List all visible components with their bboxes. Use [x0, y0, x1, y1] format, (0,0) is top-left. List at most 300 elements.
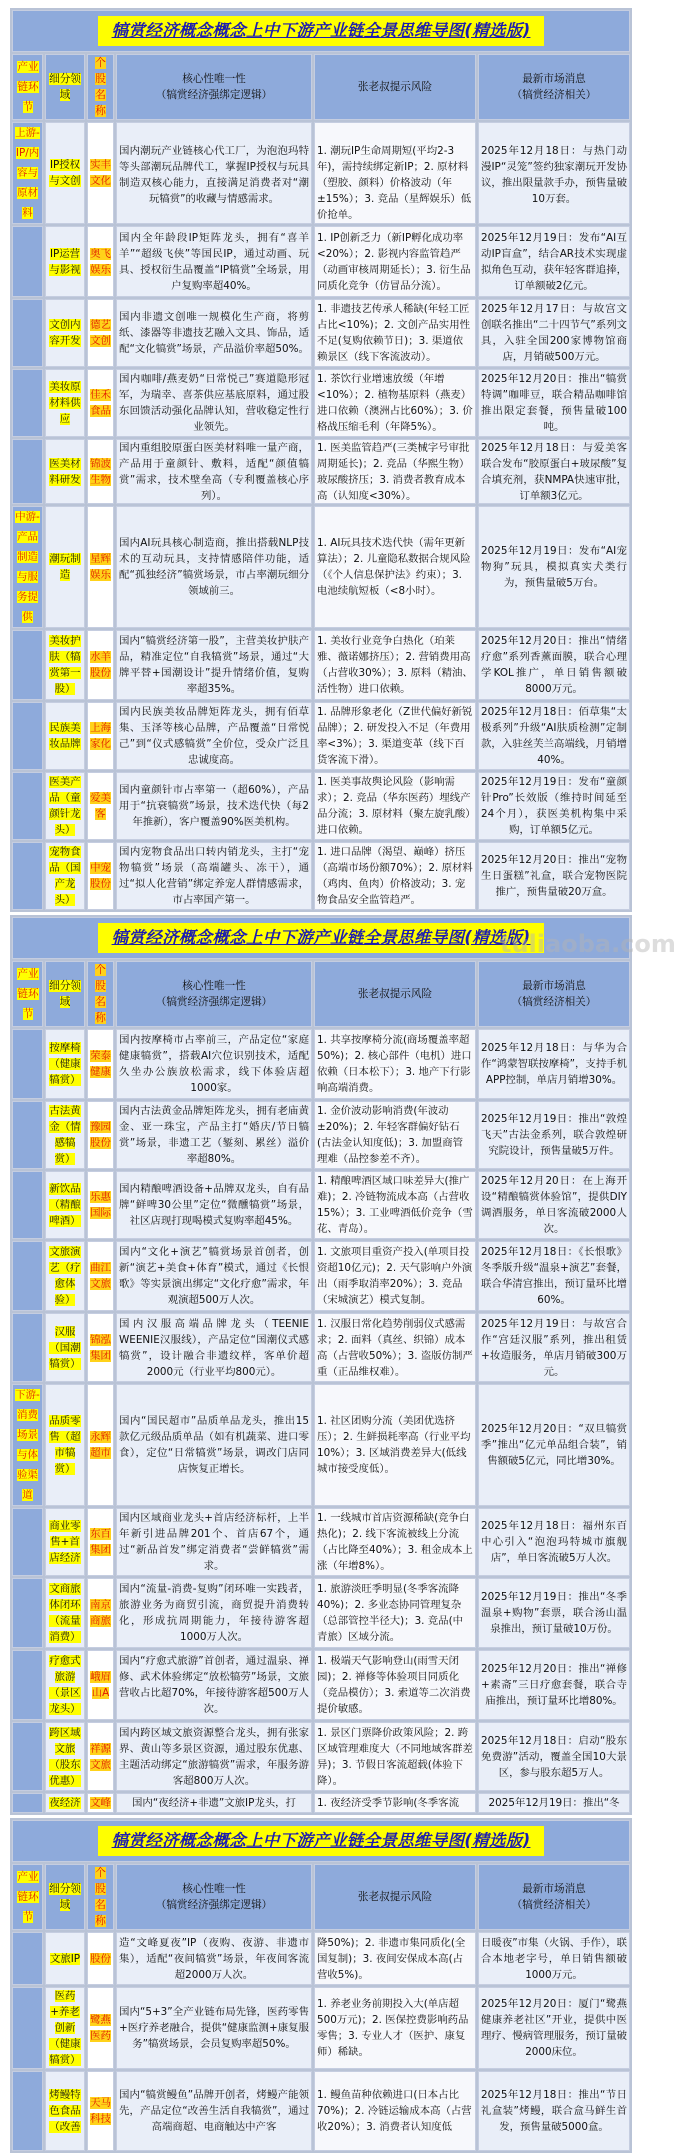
header-risk	[314, 1864, 476, 1930]
core-text: 国内重组胶原蛋白医美材料唯一量产商，产品用于童颜针、敷料，适配“颜值犒赏”需求，技术壁垒高（专利覆盖核心序列）。	[119, 442, 309, 502]
header-chain	[12, 961, 43, 1027]
news-text: 2025年12月18日：与华为合作“鸿蒙智联按摩椅”，支持手机APP控制，单店月销增30%。	[481, 1042, 628, 1086]
stock-name: 上海家化	[90, 722, 111, 750]
core-text: 国内古法黄金品牌矩阵龙头，拥有老庙黄金、亚一珠宝，产品主打“婚庆/节日犒赏”场景，非遗工艺（錾刻、累丝）溢价率超80%。	[119, 1105, 309, 1165]
news-text: 2025年12月18日：与爱美客联合发布“胶原蛋白+玻尿酸”复合填充剂，获NMPA快速审批，订单额3亿元。	[481, 442, 628, 502]
stock-cell	[87, 1313, 114, 1382]
core-cell	[116, 1508, 312, 1576]
news-text: 2025年12月18日：福州东百中心引入“泡泡玛特城市旗舰店”，单日客流破5万人次。	[481, 1520, 628, 1564]
title-row	[12, 1820, 630, 1862]
core-cell	[116, 702, 312, 770]
segment-cell	[45, 1313, 85, 1382]
table-row	[12, 702, 630, 770]
page-title: 犒赏经济概念概念上中下游产业链全景思维导图(精选版)	[98, 923, 545, 953]
stock-name: 锦波生物	[90, 457, 111, 486]
chain-cell	[12, 1313, 43, 1382]
news-text: 2025年12月19日：发布“AI互动IP盲盒”，结合AR技术实现虚拟角色互动，获年轻客群追捧，订单额破2亿元。	[481, 231, 628, 292]
core-text: 国内AI玩具核心制造商，推出搭载NLP技术的互动玩具，支持情感陪伴功能，适配“孤独经济”犒赏场景，市占率潮玩细分领域前三。	[119, 537, 309, 597]
news-cell	[478, 1793, 630, 1813]
core-text: 国内咖啡/燕麦奶“日常悦己”赛道隐形冠军，为瑞幸、喜茶供应基底原料，通过股东回馈活动强化品牌认知，营收稳定性行业领先。	[119, 373, 309, 433]
stock-name: 鹭燕医药	[90, 2014, 111, 2042]
risk-text: 1. 潮玩IP生命周期短(平均2-3年)，需持续绑定新IP；2. 原材料（塑胶、颜料）价格波动（年±15%）；3. 竞品（星辉娱乐）低价抢单。	[317, 145, 472, 221]
news-text: 2025年12月19日：与故宫合作“宫廷汉服”系列，推出租赁+妆造服务，单店月销破300万元。	[481, 1317, 628, 1378]
segment-label: 古法黄金（情感犒赏）	[49, 1105, 81, 1165]
risk-text: 1. IP创新乏力（新IP孵化成功率<20%）；2. 影视内容监管趋严（动画审核周期延长）；3. 衍生品同质化竞争（仿冒品分流）。	[317, 231, 471, 292]
segment-cell	[45, 369, 85, 437]
chain-cell	[12, 226, 43, 297]
risk-cell	[314, 1932, 476, 1985]
stock-cell	[87, 1578, 114, 1648]
risk-text: 1. AI玩具技术迭代快（需年更新算法）；2. 儿童隐私数据合规风险（《个人信息保护法》约束）；3. 电池续航短板（<8小时）。	[317, 537, 471, 597]
chain-label	[15, 507, 41, 627]
news-text: 2025年12月18日：启动“股东免费游”活动，覆盖全国10大景区，参与股东超5万人。	[481, 1734, 628, 1779]
core-text: 国内民族美妆品牌矩阵龙头，拥有佰草集、玉泽等核心品牌，产品覆盖“日常悦己”到“仪式感犒赏”全价位，受众广泛且忠诚度高。	[119, 706, 309, 766]
title-row	[12, 10, 630, 52]
header-core	[116, 54, 312, 120]
news-text: 2025年12月19日：发布“童颜针Pro”长效版（维持时间延至24个月），获医美机构集中采购，订单额5亿元。	[481, 776, 628, 836]
stock-name: 实丰文化	[90, 159, 111, 187]
stock-cell	[87, 1029, 114, 1099]
header-news-text: 最新市场消息	[522, 980, 586, 992]
segment-cell	[45, 1508, 85, 1576]
news-text: 2025年12月20日：“双旦犒赏季”推出“亿元单品组合装”，销售额破5亿元，同比增30%。	[481, 1423, 628, 1467]
risk-text: 1. 极端天气影响登山(雨雪天闭园)；2. 禅修等体验项目同质化（竞品模仿）；3. 索道等二次消费提价敏感。	[317, 1655, 471, 1715]
segment-cell	[45, 1171, 85, 1239]
stock-cell	[87, 439, 114, 504]
header-row	[12, 1864, 630, 1930]
news-text: 2025年12月18日：佰草集“太极系列”升级“AI肤质检测”定制款，入驻丝芙兰高端线，月销增40%。	[481, 706, 628, 766]
news-text: 2025年12月18日：推出“节日礼盒装”烤鳗，联合盒马鲜生首发，预售量破5000盒。	[481, 2089, 628, 2133]
header-risk-text: 张老叔提示风险	[357, 988, 433, 1000]
risk-text: 1. 非遗技艺传承人稀缺(年轻工匠占比<10%)；2. 文创产品实用性不足(复购依赖节日)；3. 渠道依赖景区（线下客流波动）。	[317, 303, 470, 363]
chain-cell	[12, 842, 43, 910]
news-text: 2025年12月20日：在上海开设“精酿犒赏体验馆”，提供DIY调酒服务，单日客流破2000人次。	[481, 1175, 628, 1235]
header-core-sub: （犒赏经济强绑定逻辑）	[155, 89, 273, 101]
core-text: 国内非遗文创唯一规模化生产商，将剪纸、漆器等非遗技艺融入文具、饰品，适配“文化犒赏”场景，产品溢价率超50%。	[119, 311, 309, 355]
stock-name: 水羊股份	[90, 651, 111, 679]
news-cell	[478, 772, 630, 840]
risk-text: 1. 一线城市首店资源稀缺(竞争白热化)；2. 线下客流被线上分流（占比降至40%）；3. 租金成本上涨（年增8%）。	[317, 1512, 473, 1572]
segment-cell	[45, 1793, 85, 1813]
stock-name: 东百集团	[90, 1528, 111, 1556]
segment-label: 疗愈式旅游（景区龙头）	[49, 1655, 81, 1715]
core-cell	[116, 1384, 312, 1506]
risk-cell	[314, 506, 476, 628]
news-cell	[478, 1384, 630, 1506]
header-chain-text: 产业链环节	[17, 61, 39, 113]
risk-cell	[314, 1171, 476, 1239]
stock-name: 曲江文旅	[90, 1262, 111, 1290]
risk-cell	[314, 1722, 476, 1791]
chain-cell	[12, 772, 43, 840]
header-core	[116, 961, 312, 1027]
chain-cell	[12, 1101, 43, 1169]
table-row	[12, 1508, 630, 1576]
core-text: 国内跨区域文旅资源整合龙头，拥有张家界、黄山等多景区资源，通过股东优惠、主题活动绑定“旅游犒赏”需求，年服务游客超800万人次。	[119, 1726, 309, 1787]
core-cell	[116, 226, 312, 297]
segment-cell	[45, 1384, 85, 1506]
risk-text: 1. 医美事故舆论风险（影响需求）；2. 竞品（华东医药）埋线产品分流；3. 原材料（聚左旋乳酸）进口依赖。	[317, 776, 471, 836]
stock-cell	[87, 1101, 114, 1169]
risk-cell	[314, 842, 476, 910]
core-text: 国内“疗愈式旅游”首创者，通过温泉、禅修、武术体验绑定“放松犒劳”场景，文旅营收占比超70%，年接待游客超500万人次。	[119, 1655, 309, 1715]
news-cell	[478, 1313, 630, 1382]
header-segment	[45, 961, 85, 1027]
segment-cell	[45, 439, 85, 504]
title-cell	[12, 10, 630, 52]
risk-cell	[314, 299, 476, 367]
core-cell	[116, 1722, 312, 1791]
news-cell	[478, 1987, 630, 2069]
core-text: 国内“文化+演艺”犒赏场景首创者，创新“演艺+美食+体育”模式，通过《长恨歌》等实景演出绑定“文化疗愈”需求，年观演超500万人次。	[119, 1246, 309, 1306]
table-row	[12, 439, 630, 504]
risk-cell	[314, 1384, 476, 1506]
segment-label: IP运营与影视	[49, 247, 81, 276]
risk-text: 1. 社区团购分流（美团优选挤压）；2. 生鲜损耗率高（行业平均10%）；3. 区域消费差异大(低线城市接受度低）。	[317, 1415, 471, 1475]
core-cell	[116, 1029, 312, 1099]
segment-label: 跨区域文旅（股东优惠）	[49, 1726, 81, 1787]
news-text: 2025年12月18日：与热门动漫IP“灵笼”签约独家潮玩开发协议，推出限量款手办，预售量破10万套。	[481, 145, 628, 205]
segment-cell	[45, 1932, 85, 1985]
segment-label: 夜经济	[49, 1797, 81, 1809]
news-text: 2025年12月20日：推出“情绪疗愈”系列香薰面膜，联合心理学KOL推广，单日销售额破8000万元。	[481, 635, 628, 695]
segment-cell	[45, 1578, 85, 1648]
segment-cell	[45, 299, 85, 367]
stock-cell	[87, 369, 114, 437]
chain-label	[15, 123, 41, 223]
core-cell	[116, 1171, 312, 1239]
segment-label: 商业零售+首店经济	[49, 1520, 81, 1564]
table-row	[12, 1241, 630, 1311]
segment-label: 品质零售（超市犒赏）	[49, 1415, 81, 1475]
core-cell	[116, 1793, 312, 1813]
stock-name: 中宠股份	[90, 862, 111, 890]
stock-name: 峨眉山A	[90, 1671, 111, 1699]
news-cell	[478, 1241, 630, 1311]
risk-text: 降50%)；2. 非遗市集同质化(全国复制)；3. 夜间安保成本高(占营收5%)。	[317, 1936, 466, 1981]
core-text: 国内全年龄段IP矩阵龙头，拥有“喜羊羊”“超级飞侠”等国民IP，通过动画、玩具、授权衍生品覆盖“IP犒赏”全场景，用户复购率超40%。	[119, 231, 309, 292]
risk-cell	[314, 1313, 476, 1382]
header-core-text: 核心性唯一性	[182, 1883, 246, 1895]
news-text: 2025年12月19日：推出“冬季温泉+购物”套票，联合汤山温泉推出，预订量破10万份。	[481, 1591, 628, 1635]
header-segment-text: 细分领域	[49, 73, 81, 101]
stock-name: 乐惠国际	[90, 1191, 111, 1219]
stock-cell	[87, 122, 114, 224]
risk-text: 1. 夜经济受季节影响(冬季客流	[317, 1797, 459, 1809]
header-chain-label	[15, 964, 41, 1024]
segment-label: 烤鳗特色食品（改善	[49, 2089, 81, 2133]
header-stock-text: 个股名称	[95, 1867, 106, 1927]
header-core	[116, 1864, 312, 1930]
stock-name: 文峰	[90, 1797, 111, 1809]
chain-cell	[12, 122, 43, 224]
header-segment-text: 细分领域	[49, 980, 81, 1008]
risk-cell	[314, 226, 476, 297]
segment-label: 民族美妆品牌	[49, 722, 81, 750]
segment-cell	[45, 1241, 85, 1311]
table-row	[12, 1793, 630, 1813]
risk-cell	[314, 1578, 476, 1648]
chain-label-text: 上游-IP/内容与原材料	[15, 127, 40, 219]
risk-text: 1. 汉服日常化趋势削弱仪式感需求；2. 面料（真丝、织锦）成本高（占营收50%）；3. 盗版仿制严重（正品维权难）。	[317, 1317, 473, 1378]
header-core-text: 核心性唯一性	[182, 73, 246, 85]
news-text: 2025年12月19日：发布“AI宠物狗”玩具，模拟真实犬类行为，预售量破5万台。	[481, 545, 628, 589]
risk-cell	[314, 439, 476, 504]
core-text: 国内“5+3”全产业链布局先锋，医药零售+医疗养老融合，提供“健康监测+康复服务”犒赏场景，会员复购率超50%。	[119, 2006, 309, 2050]
core-cell	[116, 1932, 312, 1985]
core-cell	[116, 299, 312, 367]
segment-cell	[45, 2071, 85, 2151]
chain-cell	[12, 1932, 43, 1985]
header-risk-text: 张老叔提示风险	[357, 81, 433, 93]
table-row	[12, 1101, 630, 1169]
risk-text: 1. 医美监管趋严(三类械字号审批周期延长)；2. 竞品（华熙生物）玻尿酸挤压；3. 消费者教育成本高（认知度<30%）。	[317, 442, 470, 502]
segment-cell	[45, 1101, 85, 1169]
core-text: 造“文峰夏夜”IP（夜购、夜游、非遗市集），适配“夜间犒赏”场景，年夜间客流超2000万人次。	[119, 1936, 309, 1981]
stock-cell	[87, 1384, 114, 1506]
stock-name: 南京商旅	[90, 1599, 111, 1627]
core-text: 国内潮玩产业链核心代工厂，为泡泡玛特等头部潮玩品牌代工，掌握IP授权与玩具制造双核心能力，直接满足消费者对“潮玩犒赏”的收藏与情感需求。	[119, 145, 309, 205]
core-text: 国内童颜针市占率第一（超60%），产品用于“抗衰犒赏”场景，技术迭代快（每2年推新），客户覆盖90%医美机构。	[119, 784, 309, 828]
header-news-text: 最新市场消息	[522, 1883, 586, 1895]
chain-cell	[12, 506, 43, 628]
mind-map-tables	[10, 8, 630, 2156]
chain-cell	[12, 1029, 43, 1099]
chain-cell	[12, 1241, 43, 1311]
stock-name: 佳禾食品	[90, 389, 111, 417]
news-cell	[478, 1578, 630, 1648]
header-stock-text: 个股名称	[95, 964, 106, 1024]
header-stock-text: 个股名称	[95, 57, 106, 117]
news-cell	[478, 1508, 630, 1576]
header-chain	[12, 54, 43, 120]
segment-label: 医美产品（童颜针龙头）	[49, 776, 81, 836]
segment-cell	[45, 630, 85, 700]
stock-cell	[87, 630, 114, 700]
stock-name: 荣泰健康	[90, 1050, 111, 1078]
header-chain-label	[15, 57, 41, 117]
stock-name: 祥源文旅	[90, 1742, 111, 1771]
page-title: 犒赏经济概念概念上中下游产业链全景思维导图(精选版)	[98, 16, 545, 46]
header-news-sub: （犒赏经济相关）	[511, 1899, 597, 1911]
header-row	[12, 961, 630, 1027]
news-cell	[478, 1722, 630, 1791]
news-text: 2025年12月20日：厦门“鹭燕健康养老社区”开业，提供中医理疗、慢病管理服务，预订量破2000床位。	[481, 1998, 628, 2058]
header-segment	[45, 1864, 85, 1930]
risk-text: 1. 茶饮行业增速放缓（年增<10%）；2. 植物基原料（燕麦）进口依赖（澳洲占比60%）；3. 价格战压缩毛利（年降5%）。	[317, 373, 473, 433]
core-cell	[116, 1650, 312, 1720]
risk-cell	[314, 630, 476, 700]
header-chain-text: 产业链环节	[17, 1871, 39, 1923]
header-chain	[12, 1864, 43, 1930]
chain-label-text: 下游-消费场景与体验渠道	[15, 1389, 40, 1501]
core-text: 国内汉服高端品牌龙头（TEENIE WEENIE汉服线），产品定位“国潮仪式感犒赏”，设计融合非遗纹样，客单价超2000元（行业平均800元）。	[119, 1317, 309, 1378]
news-cell	[478, 506, 630, 628]
news-cell	[478, 1171, 630, 1239]
news-cell	[478, 702, 630, 770]
header-news	[478, 961, 630, 1027]
table-row	[12, 1650, 630, 1720]
risk-text: 1. 共享按摩椅分流(商场覆盖率超50%)；2. 核心部件（电机）进口依赖（日本松下）；3. 地产下行影响高端消费。	[317, 1034, 472, 1094]
chain-cell	[12, 1171, 43, 1239]
news-text: 2025年12月20日：推出“犒赏特调”咖啡豆，联合精品咖啡馆推出限定套餐，预售量破100吨。	[481, 373, 628, 433]
stock-cell	[87, 2071, 114, 2151]
table-row	[12, 369, 630, 437]
segment-cell	[45, 506, 85, 628]
chain-cell	[12, 702, 43, 770]
risk-cell	[314, 1101, 476, 1169]
news-cell	[478, 369, 630, 437]
risk-cell	[314, 1241, 476, 1311]
segment-label: 新饮品（精酿啤酒）	[49, 1183, 81, 1227]
stock-name: 股份	[90, 1952, 111, 1965]
stock-name: 奥飞娱乐	[90, 247, 111, 276]
chain-cell	[12, 1578, 43, 1648]
segment-label: IP授权与文创	[49, 159, 81, 187]
segment-cell	[45, 772, 85, 840]
chain-cell	[12, 1384, 43, 1506]
segment-label: 美妆原材料供应	[49, 381, 81, 425]
table-row	[12, 1384, 630, 1506]
news-text: 2025年12月18日：《长恨歌》冬季版升级“温泉+演艺”套餐，联合华清宫推出，预订量环比增60%。	[481, 1246, 628, 1306]
segment-cell	[45, 702, 85, 770]
chain-cell	[12, 1987, 43, 2069]
news-cell	[478, 630, 630, 700]
news-cell	[478, 1029, 630, 1099]
core-text: 国内宠物食品出口转内销龙头，主打“宠物犒赏”场景（高端罐头、冻干），通过“拟人化营销”绑定养宠人群情感需求，市占率国产第一。	[119, 846, 309, 906]
header-stock	[87, 961, 114, 1027]
stock-cell	[87, 1722, 114, 1791]
risk-cell	[314, 122, 476, 224]
stock-name: 天马科技	[90, 2097, 111, 2125]
header-core-sub: （犒赏经济强绑定逻辑）	[155, 1899, 273, 1911]
chain-cell	[12, 1722, 43, 1791]
stock-name: 星辉娱乐	[90, 553, 111, 581]
core-cell	[116, 1987, 312, 2069]
news-cell	[478, 2071, 630, 2151]
section-table-1	[10, 8, 632, 912]
table-row	[12, 1029, 630, 1099]
risk-text: 1. 美妆行业竞争白热化（珀莱雅、薇诺娜挤压）；2. 营销费用高（占营收30%）；3. 原料（精油、活性物）进口依赖。	[317, 635, 473, 695]
table-row	[12, 226, 630, 297]
news-text: 2025年12月20日：推出“宠物生日蛋糕”礼盒，联合宠物医院推广，预售量破20万盒。	[481, 854, 628, 898]
risk-cell	[314, 1987, 476, 2069]
stock-cell	[87, 1241, 114, 1311]
core-text: 国内“犒赏鳗鱼”品牌开创者，烤鳗产能领先，产品定位“改善生活自我犒赏”，通过高端商超、电商触达中产客	[119, 2089, 309, 2133]
risk-text: 1. 进口品牌（渴望、巅峰）挤压（高端市场份额70%）；2. 原材料（鸡肉、鱼肉）价格波动；3. 宠物食品安全监管趋严。	[317, 846, 473, 906]
news-cell	[478, 299, 630, 367]
header-chain-text: 产业链环节	[17, 968, 39, 1020]
core-text: 国内精酿啤酒设备+品牌双龙头，自有品牌“鲜啤30公里”定位“微醺犒赏”场景，社区店现打现喝模式复购率超45%。	[119, 1183, 309, 1227]
risk-cell	[314, 772, 476, 840]
risk-cell	[314, 369, 476, 437]
risk-cell	[314, 2071, 476, 2151]
chain-cell	[12, 630, 43, 700]
stock-cell	[87, 1987, 114, 2069]
core-cell	[116, 1578, 312, 1648]
core-cell	[116, 506, 312, 628]
core-text: 国内“流量-消费-复购”闭环唯一实践者，旅游业务为商贸引流，商贸提升消费转化，形成抗周期能力，年接待游客超1000万人次。	[119, 1583, 309, 1643]
core-text: 国内“国民超市”品质单品龙头，推出15款亿元级品质单品（如有机蔬菜、进口零食），定位“日常犒赏”场景，调改门店同店恢复正增长。	[119, 1415, 309, 1475]
stock-cell	[87, 506, 114, 628]
segment-label: 美妆护肤（犒赏第一股）	[49, 635, 81, 695]
table-row	[12, 1313, 630, 1382]
chain-cell	[12, 1793, 43, 1813]
risk-text: 1. 文旅项目重资产投入(单项目投资超10亿元)；2. 天气影响户外演出（雨季取消率20%）；3. 竞品（宋城演艺）模式复制。	[317, 1246, 473, 1306]
core-cell	[116, 630, 312, 700]
news-text: 日暖夜”市集（火锅、手作），联合本地老字号，单日销售额破1000万元。	[481, 1936, 628, 1981]
header-stock	[87, 1864, 114, 1930]
header-stock	[87, 54, 114, 120]
news-text: 2025年12月20日：推出“禅修+素斋”三日疗愈套餐，联合寺庙推出，预订量环比增80%。	[481, 1663, 628, 1707]
segment-cell	[45, 1722, 85, 1791]
section-table-3	[10, 1818, 632, 2153]
core-cell	[116, 1241, 312, 1311]
stock-name: 德艺文创	[90, 319, 111, 347]
section-table-2	[10, 915, 632, 1815]
segment-cell	[45, 1987, 85, 2069]
header-news-sub: （犒赏经济相关）	[511, 89, 597, 101]
header-risk	[314, 961, 476, 1027]
segment-cell	[45, 226, 85, 297]
risk-cell	[314, 1029, 476, 1099]
news-text: 2025年12月17日：与故宫文创联名推出“二十四节气”系列文具，入驻全国200家博物馆商店，月销破500万元。	[481, 303, 628, 363]
segment-label: 潮玩制造	[49, 553, 81, 581]
segment-cell	[45, 1029, 85, 1099]
segment-label: 汉服（国潮犒赏）	[49, 1325, 81, 1370]
news-text: 2025年12月19日：推出“敦煌飞天”古法金系列，联合敦煌研究院设计，预售量破5万件。	[481, 1113, 628, 1157]
risk-text: 1. 旅游淡旺季明显(冬季客流降40%)；2. 多业态协同管理复杂（总部管控半径大)；3. 竞品(中青旅）区域分流。	[317, 1583, 464, 1643]
news-cell	[478, 122, 630, 224]
segment-label: 文旅演艺（疗愈体验）	[49, 1246, 81, 1306]
core-text: 国内按摩椅市占率前三，产品定位“家庭健康犒赏”，搭载AI穴位识别技术，适配久坐办公族放松需求，线下体验店超1000家。	[119, 1034, 309, 1094]
chain-cell	[12, 299, 43, 367]
table-row	[12, 1722, 630, 1791]
stock-cell	[87, 226, 114, 297]
table-row	[12, 122, 630, 224]
stock-cell	[87, 1508, 114, 1576]
segment-label: 医美材料研发	[49, 457, 81, 486]
header-news	[478, 54, 630, 120]
title-row	[12, 917, 630, 959]
core-cell	[116, 439, 312, 504]
news-cell	[478, 842, 630, 910]
header-risk	[314, 54, 476, 120]
table-row	[12, 299, 630, 367]
segment-label: 文旅IP	[49, 1952, 81, 1965]
core-cell	[116, 2071, 312, 2151]
table-row	[12, 506, 630, 628]
news-cell	[478, 439, 630, 504]
table-row	[12, 842, 630, 910]
core-cell	[116, 122, 312, 224]
core-cell	[116, 1313, 312, 1382]
header-chain-label	[15, 1867, 41, 1927]
risk-text: 1. 鳗鱼苗种依赖进口(日本占比70%)；2. 冷链运输成本高（占营收20%）；3. 消费者认知度低	[317, 2089, 472, 2133]
table-row	[12, 1578, 630, 1648]
stock-cell	[87, 842, 114, 910]
header-segment	[45, 54, 85, 120]
table-row	[12, 630, 630, 700]
stock-name: 豫园股份	[90, 1121, 111, 1149]
title-cell	[12, 1820, 630, 1862]
table-row	[12, 1171, 630, 1239]
segment-cell	[45, 842, 85, 910]
risk-cell	[314, 1508, 476, 1576]
chain-cell	[12, 369, 43, 437]
header-core-text: 核心性唯一性	[182, 980, 246, 992]
core-cell	[116, 842, 312, 910]
